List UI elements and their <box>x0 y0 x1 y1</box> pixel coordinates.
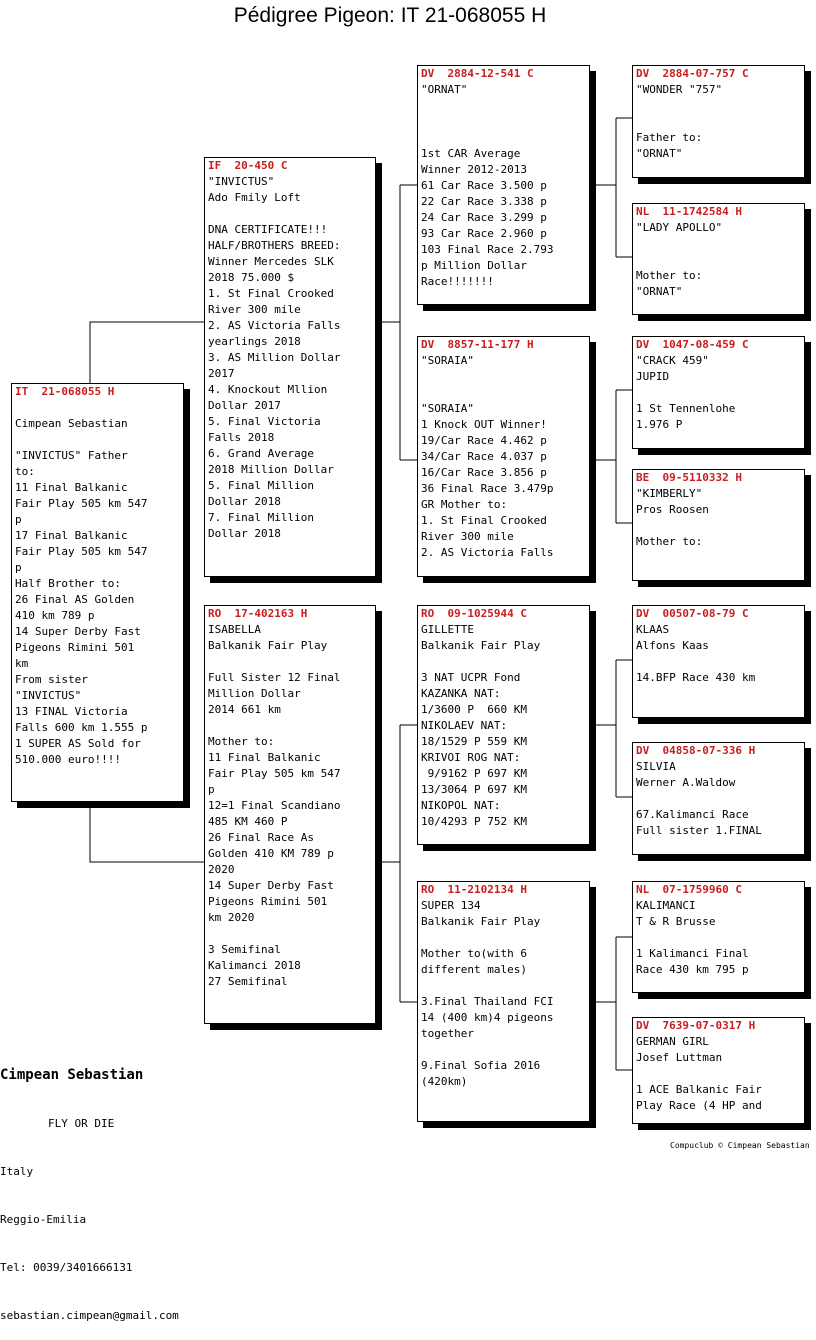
owner-email: sebastian.cimpean@gmail.com <box>0 1309 179 1322</box>
ring-number: DV 2884-07-757 C <box>636 67 749 80</box>
pigeon-info: "ORNAT" 1st CAR Average Winner 2012-2013 61 Car Race 3.500 p 22 Car Race 3.338 p 24 Car Race 3.299 p 93 Car Race 2.960 p 103 Final Race 2.793 p Million Dollar Race!!!!!!! <box>421 83 554 288</box>
owner-name: Cimpean Sebastian <box>0 1067 144 1083</box>
copyright-notice: Compuclub © Cimpean Sebastian <box>670 1141 810 1150</box>
ring-number: RO 11-2102134 H <box>421 883 527 896</box>
pigeon-card-sire-sire-sire[interactable] <box>632 65 805 178</box>
ring-number: IF 20-450 C <box>208 159 288 172</box>
pigeon-card-sire-dam-dam[interactable] <box>632 469 805 581</box>
ring-number: IT 21-068055 H <box>15 385 115 398</box>
ring-number: DV 2884-12-541 C <box>421 67 534 80</box>
pigeon-info: "LADY APOLLO" Mother to: "ORNAT" <box>636 221 723 298</box>
pigeon-info: GERMAN GIRL Josef Luttman 1 ACE Balkanic Fair Play Race (4 HP and <box>636 1035 762 1112</box>
ring-number: NL 11-1742584 H <box>636 205 742 218</box>
pigeon-info: "WONDER "757" Father to: "ORNAT" <box>636 83 723 160</box>
ring-number: RO 17-402163 H <box>208 607 308 620</box>
pigeon-card-sire-dam-sire[interactable] <box>632 336 805 449</box>
pigeon-card-dam-dam-dam[interactable] <box>632 1017 805 1124</box>
owner-country: Italy <box>0 1165 34 1178</box>
pigeon-card-dam[interactable] <box>204 605 376 1024</box>
pigeon-info: "CRACK 459" JUPID 1 St Tennenlohe 1.976 P <box>636 354 736 431</box>
pigeon-card-dam-sire-sire[interactable] <box>632 605 805 718</box>
pigeon-card-sire-dam[interactable] <box>417 336 590 577</box>
pigeon-info: GILLETTE Balkanik Fair Play 3 NAT UCPR Fond KAZANKA NAT: 1/3600 P 660 KM NIKOLAEV NAT: 18/1529 P 559 KM KRIVOI ROG NAT: 9/9162 P 697 KM 13/3064 P 697 KM NIKOPOL NAT: 10/4293 P 752 KM <box>421 623 541 828</box>
pigeon-card-dam-sire-dam[interactable] <box>632 742 805 855</box>
pigeon-info: ISABELLA Balkanik Fair Play Full Sister 12 Final Million Dollar 2014 661 km Mother to: 11 Final Balkanic Fair Play 505 km 547 p 12=1 Final Scandiano 485 KM 460 P 26 Final Race As Golden 410 KM 789 p 2020 14 Super Derby Fast Pigeons Rimini 501 km 2020 3 Semifinal Kalimanci 2018 27 Semifinal <box>208 623 341 988</box>
pigeon-info: "INVICTUS" Ado Fmily Loft DNA CERTIFICATE!!! HALF/BROTHERS BREED: Winner Mercedes SLK 2018 75.000 $ 1. St Final Crooked River 300 mile 2. AS Victoria Falls yearlings 2018 3. AS Million Dollar 2017 4. Knockout Mllion Dollar 2017 5. Final Victoria Falls 2018 6. Grand Average 2018 Million Dollar 5. Final Million Dollar 2018 7. Final Million Dollar 2018 <box>208 175 341 540</box>
pigeon-card-dam-sire[interactable] <box>417 605 590 845</box>
pigeon-info: "SORAIA" "SORAIA" 1 Knock OUT Winner! 19/Car Race 4.462 p 34/Car Race 4.037 p 16/Car Race 3.856 p 36 Final Race 3.479p GR Mother to: 1. St Final Crooked River 300 mile 2. AS Victoria Falls <box>421 354 554 559</box>
pigeon-card-subject[interactable] <box>11 383 184 802</box>
owner-phone: Tel: 0039/3401666131 <box>0 1261 133 1274</box>
ring-number: RO 09-1025944 C <box>421 607 527 620</box>
owner-info <box>0 1034 179 1340</box>
pigeon-card-sire[interactable] <box>204 157 376 577</box>
ring-number: DV 8857-11-177 H <box>421 338 534 351</box>
ring-number: BE 09-5110332 H <box>636 471 742 484</box>
pigeon-info: "KIMBERLY" Pros Roosen Mother to: <box>636 487 709 548</box>
ring-number: DV 04858-07-336 H <box>636 744 756 757</box>
page-title: Pédigree Pigeon: IT 21-068055 H <box>233 4 547 27</box>
pigeon-card-dam-dam-sire[interactable] <box>632 881 805 993</box>
ring-number: DV 1047-08-459 C <box>636 338 749 351</box>
pigeon-card-dam-dam[interactable] <box>417 881 590 1122</box>
pigeon-info: KALIMANCI T & R Brusse 1 Kalimanci Final Race 430 km 795 p <box>636 899 749 976</box>
pigeon-info: Cimpean Sebastian "INVICTUS" Father to: 11 Final Balkanic Fair Play 505 km 547 p 17 Final Balkanic Fair Play 505 km 547 p Half Brother to: 26 Final AS Golden 410 km 789 p 14 Super Derby Fast Pigeons Rimini 501 km From sister "INVICTUS" 13 FINAL Victoria Falls 600 km 1.555 p 1 SUPER AS Sold for 510.000 euro!!!! <box>15 417 148 766</box>
ring-number: NL 07-1759960 C <box>636 883 742 896</box>
owner-region: Reggio-Emilia <box>0 1213 87 1226</box>
pigeon-card-sire-sire-dam[interactable] <box>632 203 805 315</box>
ring-number: DV 00507-08-79 C <box>636 607 749 620</box>
ring-number: DV 7639-07-0317 H <box>636 1019 756 1032</box>
pigeon-card-sire-sire[interactable] <box>417 65 590 305</box>
pigeon-info: KLAAS Alfons Kaas 14.BFP Race 430 km <box>636 623 756 684</box>
pigeon-info: SILVIA Werner A.Waldow 67.Kalimanci Race Full sister 1.FINAL <box>636 760 762 837</box>
pigeon-info: SUPER 134 Balkanik Fair Play Mother to(with 6 different males) 3.Final Thailand FCI 14 (400 km)4 pigeons together 9.Final Sofia 2016 (420km) <box>421 899 554 1088</box>
owner-motto: FLY OR DIE <box>48 1117 115 1130</box>
